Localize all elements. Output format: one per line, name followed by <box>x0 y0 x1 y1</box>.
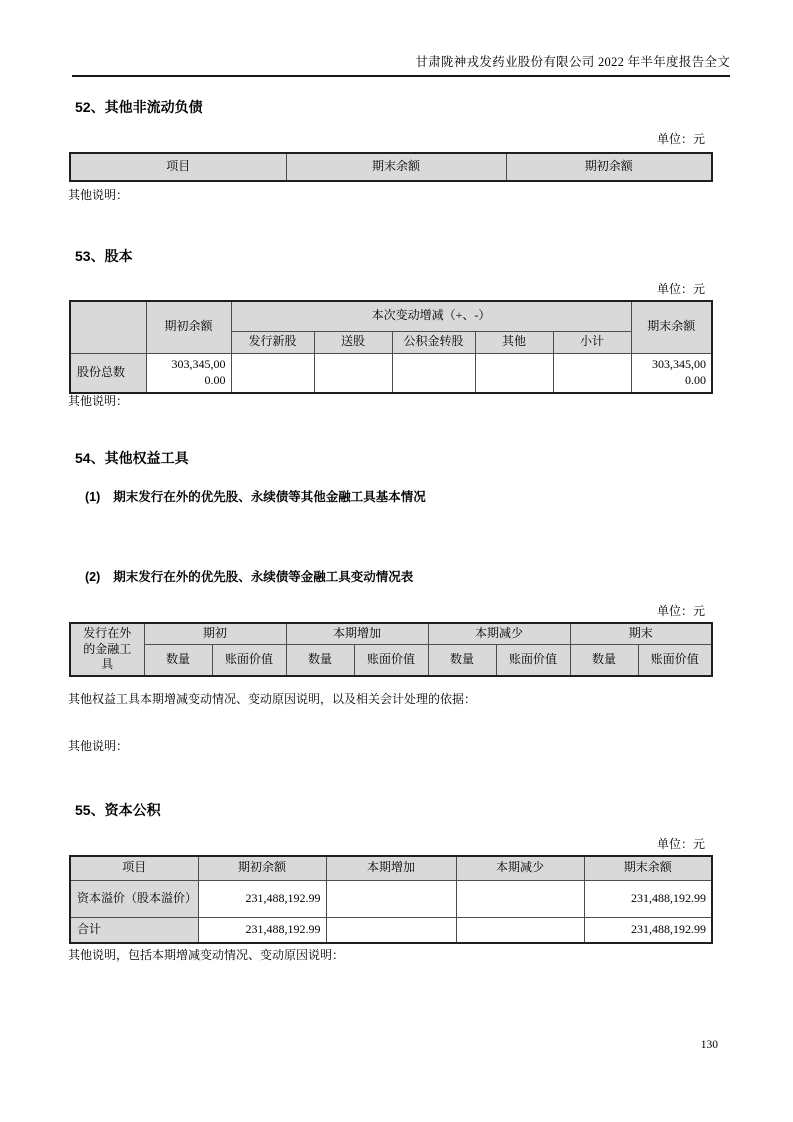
sub2-text: 期末发行在外的优先股、永续债等金融工具变动情况表 <box>113 570 414 584</box>
col-header-quantity: 数量 <box>144 644 212 675</box>
col-header-ending-balance: 期末余额 <box>631 301 712 353</box>
section53-title: 53、股本 <box>75 248 133 264</box>
cell-beginning-balance: 231,488,192.99 <box>198 880 326 917</box>
cell-decrease <box>456 917 584 943</box>
row-label-total-shares: 股份总数 <box>70 353 146 393</box>
col-header-book-value: 账面价值 <box>212 644 286 675</box>
page-number: 130 <box>700 1039 718 1051</box>
section52-unit-label: 单位：元 <box>656 132 705 146</box>
col-header-book-value: 账面价值 <box>496 644 570 675</box>
col-header-item: 项目 <box>70 856 198 880</box>
section55-table <box>69 855 711 944</box>
row-label-total: 合计 <box>70 917 198 943</box>
section55-unit-label: 单位：元 <box>656 837 705 851</box>
col-header-reserve-to-shares: 公积金转股 <box>392 331 475 353</box>
sub2-number: (2) <box>85 570 101 584</box>
col-header-other: 其他 <box>475 331 553 353</box>
col-header-beginning-balance: 期初余额 <box>506 153 712 181</box>
col-header-quantity: 数量 <box>428 644 496 675</box>
col-group-change: 本次变动增减（+、-） <box>231 301 631 331</box>
corner-cell-outstanding-instruments: 发行在外的金融工具 <box>70 623 144 676</box>
cell-new-shares <box>231 353 314 393</box>
col-header-decrease: 本期减少 <box>456 856 584 880</box>
page-header-title: 甘肃陇神戎发药业股份有限公司 2022 年半年度报告全文 <box>415 55 730 69</box>
section55-note: 其他说明，包括本期增减变动情况、变动原因说明： <box>68 948 345 962</box>
row-label-capital-premium: 资本溢价（股本溢价） <box>70 880 198 917</box>
col-header-ending-balance: 期末余额 <box>584 856 712 880</box>
corner-cell <box>70 301 146 353</box>
section53-unit-label: 单位：元 <box>656 282 705 296</box>
section54-note2: 其他说明： <box>68 739 129 753</box>
col-header-item: 项目 <box>70 153 286 181</box>
cell-beginning-balance: 303,345,00 0.00 <box>146 353 231 393</box>
section53-table <box>69 300 711 394</box>
table-row <box>70 880 712 917</box>
sub1-number: (1) <box>85 490 101 504</box>
cell-increase <box>326 917 456 943</box>
cell-decrease <box>456 880 584 917</box>
col-header-bonus-shares: 送股 <box>314 331 392 353</box>
col-group-decrease: 本期减少 <box>428 623 570 644</box>
col-header-quantity: 数量 <box>570 644 638 675</box>
col-header-beginning-balance: 期初余额 <box>146 301 231 353</box>
col-header-quantity: 数量 <box>286 644 354 675</box>
section55-title: 55、资本公积 <box>75 802 161 818</box>
cell-ending-balance: 231,488,192.99 <box>584 880 712 917</box>
table-row <box>70 917 712 943</box>
section53-note: 其他说明： <box>68 394 129 408</box>
cell-reserve-to-shares <box>392 353 475 393</box>
section54-table <box>69 622 711 677</box>
cell-ending-balance: 231,488,192.99 <box>584 917 712 943</box>
section52-note: 其他说明： <box>68 188 129 202</box>
section54-note1: 其他权益工具本期增减变动情况、变动原因说明，以及相关会计处理的依据： <box>68 692 477 706</box>
col-header-book-value: 账面价值 <box>638 644 712 675</box>
col-header-beginning-balance: 期初余额 <box>198 856 326 880</box>
cell-beginning-balance: 231,488,192.99 <box>198 917 326 943</box>
col-header-subtotal: 小计 <box>553 331 631 353</box>
header-rule <box>72 75 730 77</box>
section54-sub1 <box>85 487 725 505</box>
section52-table <box>69 152 711 182</box>
sub1-text: 期末发行在外的优先股、永续债等其他金融工具基本情况 <box>113 490 426 504</box>
col-group-increase: 本期增加 <box>286 623 428 644</box>
cell-subtotal <box>553 353 631 393</box>
section52-title: 52、其他非流动负债 <box>75 99 203 115</box>
cell-other <box>475 353 553 393</box>
col-header-increase: 本期增加 <box>326 856 456 880</box>
cell-bonus-shares <box>314 353 392 393</box>
section54-sub2 <box>85 567 725 585</box>
col-header-new-shares: 发行新股 <box>231 331 314 353</box>
section54-title: 54、其他权益工具 <box>75 450 189 466</box>
cell-ending-balance: 303,345,00 0.00 <box>631 353 712 393</box>
col-header-ending-balance: 期末余额 <box>286 153 506 181</box>
col-header-book-value: 账面价值 <box>354 644 428 675</box>
col-group-beginning: 期初 <box>144 623 286 644</box>
cell-increase <box>326 880 456 917</box>
section54-unit-label: 单位：元 <box>656 604 705 618</box>
col-group-ending: 期末 <box>570 623 712 644</box>
table-row <box>70 353 712 393</box>
